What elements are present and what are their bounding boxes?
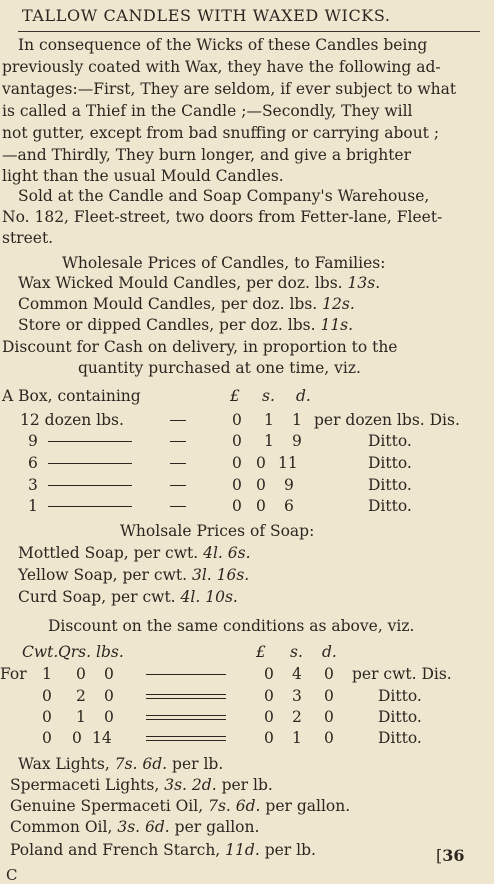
box-row-note: Ditto. <box>368 454 412 472</box>
row-dash <box>48 506 132 507</box>
other-item-line <box>10 843 316 859</box>
box-table-row <box>0 497 494 517</box>
box-row-qty: 12 dozen lbs. <box>20 411 124 429</box>
box-row-pound: 0 <box>232 476 242 494</box>
box-table-row <box>0 454 494 474</box>
other-item-text: Wax Lights, <box>18 755 110 773</box>
soap-price-text: Mottled Soap, per cwt. <box>18 544 199 562</box>
title-underline <box>18 31 480 32</box>
candle-price-text: Common Mould Candles, per doz. lbs. <box>18 295 318 313</box>
box-table-header <box>0 387 494 407</box>
candle-price-line <box>18 276 380 292</box>
cwt-row-qrs: 1 <box>76 708 86 726</box>
cwt-row-shillings: 3 <box>292 687 302 705</box>
box-row-qty: 6 <box>28 454 38 472</box>
other-item-unit: per lb. <box>264 841 316 859</box>
other-item-text: Genuine Spermaceti Oil, <box>10 797 204 815</box>
box-header-pound: £ <box>230 387 240 405</box>
paragraph1-line: vantages:—First, They are seldom, if ever subject to what <box>2 80 457 98</box>
cut-off-catchword: C <box>6 866 18 884</box>
paragraph2-line: street. <box>2 229 54 247</box>
paragraph1-line: is called a Thief in the Candle ;—Secondly, They will <box>2 102 413 120</box>
cwt-row-pound: 0 <box>264 687 274 705</box>
cwt-row-cwt: 0 <box>42 687 52 705</box>
box-row-pound: 0 <box>232 454 242 472</box>
box-row-shillings: 0 <box>256 454 266 472</box>
candle-price-value: 11s. <box>320 316 354 334</box>
cwt-row-pound: 0 <box>264 665 274 683</box>
cwt-row-pence: 0 <box>324 729 334 747</box>
cwt-header-lbs: lbs. <box>96 643 124 661</box>
row-dash <box>170 506 186 507</box>
discount2-line: Discount on the same conditions as above, viz. <box>48 617 415 635</box>
soap-price-line <box>18 568 249 584</box>
box-row-pence: 1 <box>292 411 302 429</box>
cwt-table-row <box>0 708 494 728</box>
cwt-row-lbs: 0 <box>104 665 114 683</box>
cwt-table-row <box>0 729 494 749</box>
cwt-row-pence: 0 <box>324 665 334 683</box>
soap-price-line <box>18 590 238 606</box>
cwt-header-pence: d. <box>322 643 337 661</box>
paragraph1-line: In consequence of the Wicks of these Candles being <box>18 36 428 54</box>
row-dash <box>170 420 186 421</box>
paragraph2-line: Sold at the Candle and Soap Company's Warehouse, <box>18 187 430 205</box>
row-dash <box>146 736 226 741</box>
cwt-row-pence: 0 <box>324 687 334 705</box>
other-item-unit: per gallon. <box>265 797 351 815</box>
cwt-header-pound: £ <box>256 643 266 661</box>
cwt-row-cwt: 0 <box>42 708 52 726</box>
candles-heading: Wholesale Prices of Candles, to Families: <box>62 254 386 272</box>
box-row-note: Ditto. <box>368 497 412 515</box>
cwt-row-pound: 0 <box>264 729 274 747</box>
cwt-row-note: Ditto. <box>378 729 422 747</box>
box-row-pence: 11 <box>278 454 298 472</box>
cwt-header-shillings: s. <box>290 643 303 661</box>
row-dash <box>146 694 226 699</box>
soap-price-line <box>18 546 251 562</box>
soap-price-value: 4l. 10s. <box>180 588 238 606</box>
box-row-pence: 9 <box>292 432 302 450</box>
box-row-pence: 6 <box>284 497 294 515</box>
other-item-price: 3s. 6d. <box>117 818 170 836</box>
cwt-row-note: per cwt. Dis. <box>352 665 452 683</box>
cwt-row-pound: 0 <box>264 708 274 726</box>
paragraph1-line: not gutter, except from bad snuffing or carrying about ; <box>2 124 440 142</box>
page-number-bracket: [ <box>436 846 443 865</box>
box-row-pound: 0 <box>232 497 242 515</box>
other-item-text: Spermaceti Lights, <box>10 776 160 794</box>
cwt-header-qrs: Qrs. <box>58 643 91 661</box>
soap-heading: Wholsale Prices of Soap: <box>120 522 315 540</box>
candle-price-value: 13s. <box>347 274 381 292</box>
cwt-row-shillings: 4 <box>292 665 302 683</box>
other-item-line <box>10 778 273 794</box>
other-item-line <box>18 757 223 773</box>
box-header-label: A Box, containing <box>2 387 141 405</box>
box-row-note: Ditto. <box>368 476 412 494</box>
box-row-shillings: 0 <box>256 497 266 515</box>
candle-price-text: Store or dipped Candles, per doz. lbs. <box>18 316 316 334</box>
soap-price-value: 3l. 16s. <box>191 566 250 584</box>
advert-title: TALLOW CANDLES WITH WAXED WICKS. <box>22 6 391 25</box>
soap-price-value: 4l. 6s. <box>203 544 251 562</box>
box-row-qty: 1 <box>28 497 38 515</box>
paragraph2-line: No. 182, Fleet-street, two doors from Fetter-lane, Fleet- <box>2 208 443 226</box>
cwt-row-qrs: 0 <box>72 729 82 747</box>
cwt-row-lbs: 14 <box>92 729 112 747</box>
other-item-unit: per lb. <box>221 776 273 794</box>
other-item-unit: per lb. <box>172 755 224 773</box>
paragraph1-line: —and Thirdly, They burn longer, and give a brighter <box>2 146 412 164</box>
cwt-row-cwt: 0 <box>42 729 52 747</box>
box-header-shillings: s. <box>262 387 275 405</box>
other-item-price: 3s. 2d. <box>164 776 217 794</box>
box-row-shillings: 0 <box>256 476 266 494</box>
page-number-value: 36 <box>442 846 465 865</box>
cwt-row-qrs: 0 <box>76 665 86 683</box>
row-dash <box>48 463 132 464</box>
cwt-row-prefix: For <box>0 665 27 683</box>
other-item-price: 7s. 6d. <box>114 755 168 773</box>
cwt-table-header <box>0 643 494 663</box>
box-row-shillings: 1 <box>264 432 274 450</box>
cwt-row-lbs: 0 <box>104 708 114 726</box>
other-item-line <box>10 820 259 836</box>
cwt-table-row <box>0 665 494 685</box>
discount1-line: quantity purchased at one time, viz. <box>78 359 361 377</box>
box-table-row <box>0 411 494 431</box>
other-item-line <box>10 799 350 815</box>
row-dash <box>48 441 132 442</box>
cwt-header-cwt: Cwt. <box>22 643 59 661</box>
other-item-price: 7s. 6d. <box>208 797 261 815</box>
box-row-pence: 9 <box>284 476 294 494</box>
row-dash <box>170 485 186 486</box>
cwt-table-row <box>0 687 494 707</box>
cwt-row-pence: 0 <box>324 708 334 726</box>
cwt-row-shillings: 1 <box>292 729 302 747</box>
cwt-row-lbs: 0 <box>104 687 114 705</box>
box-row-qty: 3 <box>28 476 38 494</box>
soap-price-text: Yellow Soap, per cwt. <box>18 566 188 584</box>
candle-price-line <box>18 297 355 313</box>
other-item-text: Poland and French Starch, <box>10 841 221 859</box>
cwt-row-qrs: 2 <box>76 687 86 705</box>
box-row-note: Ditto. <box>368 432 412 450</box>
paragraph1-line: light than the usual Mould Candles. <box>2 167 284 185</box>
paragraph1-line: previously coated with Wax, they have the following ad- <box>2 58 441 76</box>
box-row-pound: 0 <box>232 432 242 450</box>
row-dash <box>146 715 226 720</box>
candle-price-line <box>18 318 353 334</box>
row-dash <box>170 441 186 442</box>
box-header-pence: d. <box>296 387 311 405</box>
candle-price-value: 12s. <box>322 295 355 313</box>
box-row-note: per dozen lbs. Dis. <box>314 411 460 429</box>
soap-price-text: Curd Soap, per cwt. <box>18 588 176 606</box>
box-row-pound: 0 <box>232 411 242 429</box>
page-number <box>436 846 465 865</box>
row-dash <box>146 674 226 675</box>
row-dash <box>48 485 132 486</box>
box-table-row <box>0 432 494 452</box>
other-item-unit: per gallon. <box>174 818 260 836</box>
cwt-row-note: Ditto. <box>378 708 422 726</box>
other-item-text: Common Oil, <box>10 818 113 836</box>
box-row-qty: 9 <box>28 432 38 450</box>
other-item-price: 11d. <box>225 841 260 859</box>
discount1-line: Discount for Cash on delivery, in proportion to the <box>2 338 398 356</box>
cwt-row-shillings: 2 <box>292 708 302 726</box>
box-table-row <box>0 476 494 496</box>
candle-price-text: Wax Wicked Mould Candles, per doz. lbs. <box>18 274 343 292</box>
cwt-row-note: Ditto. <box>378 687 422 705</box>
row-dash <box>170 463 186 464</box>
box-row-shillings: 1 <box>264 411 274 429</box>
cwt-row-cwt: 1 <box>42 665 52 683</box>
